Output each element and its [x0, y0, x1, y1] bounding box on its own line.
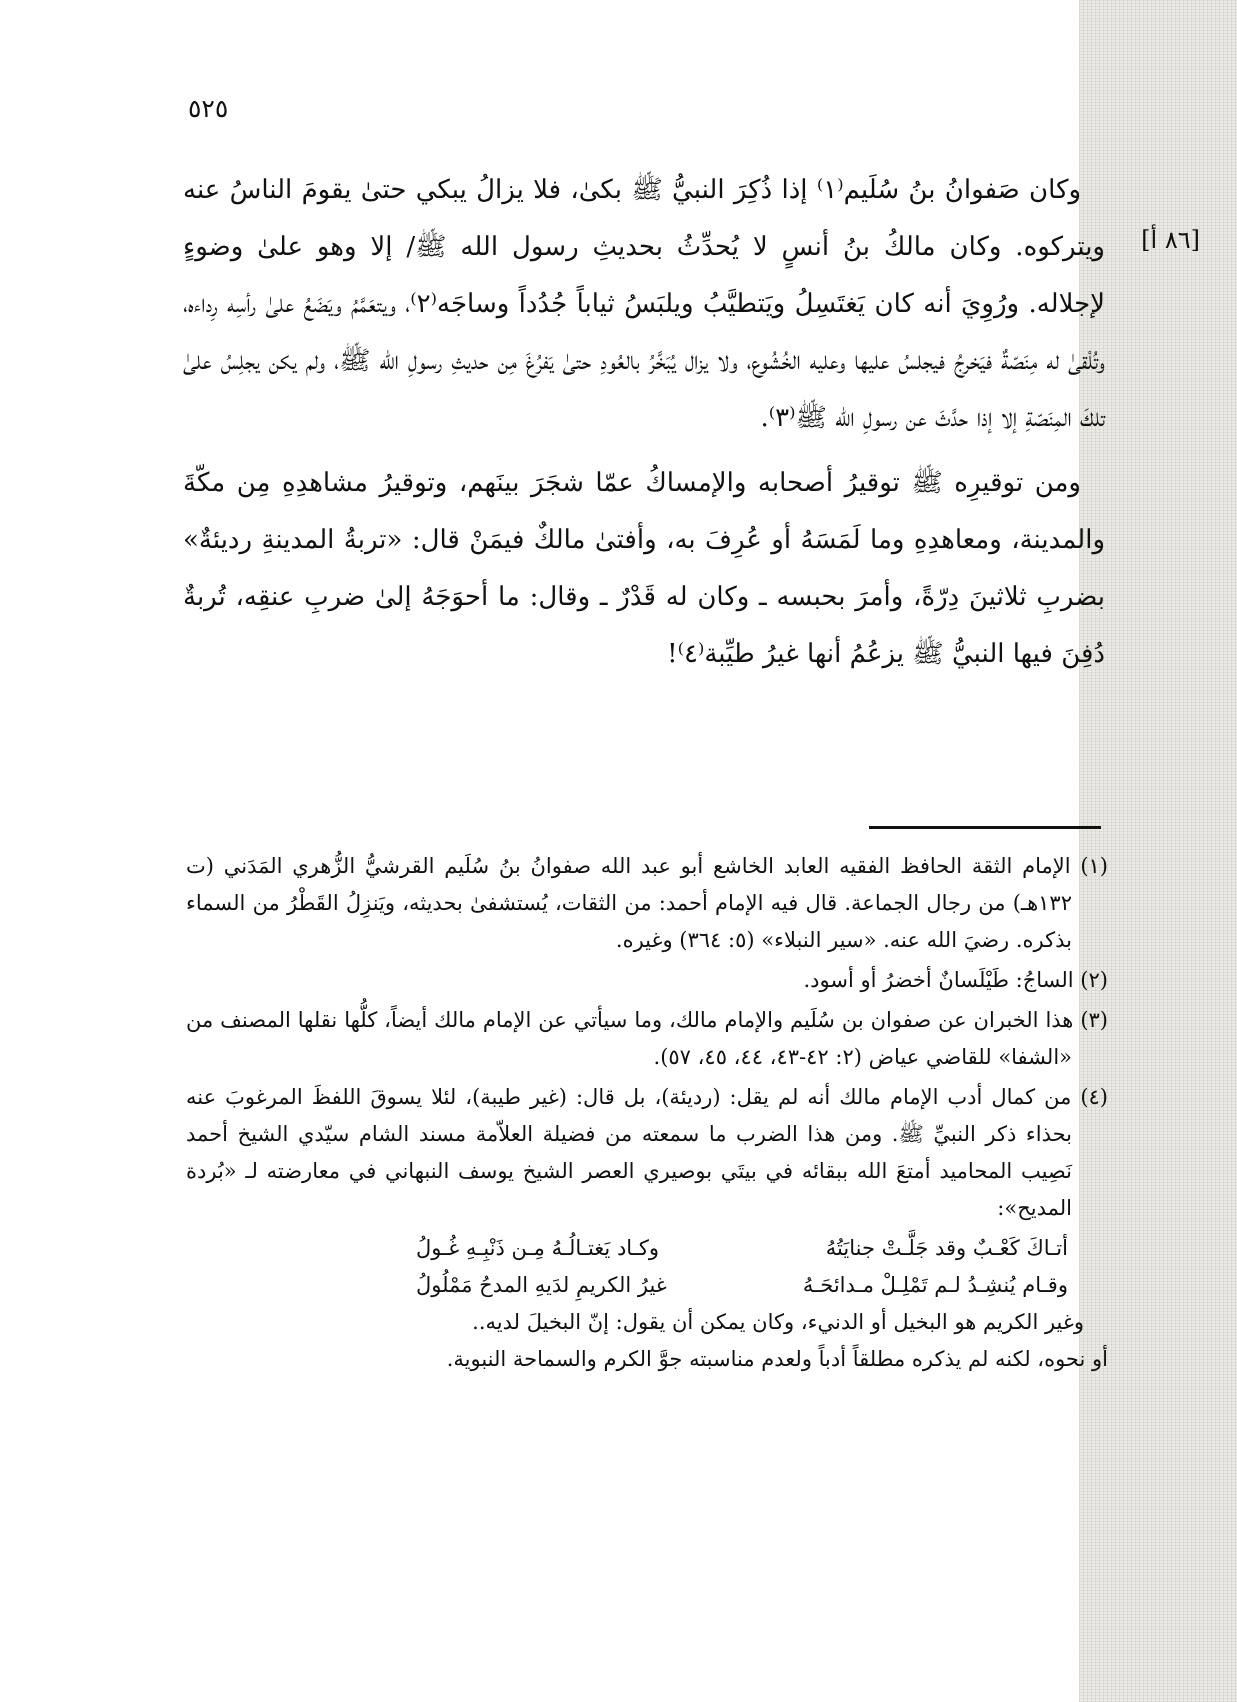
closing-line-1: وغير الكريم هو البخيل أو الدنيء، وكان يمكن أن يقول: إنّ البخيلَ لديه.. [472, 1310, 1084, 1334]
verse-line-2 [186, 1267, 1108, 1304]
footnotes [186, 848, 1108, 1378]
footnote-1: (١) الإمام الثقة الحافظ الفقيه العابد الخاشع أبو عبد الله صفوانُ بنُ سُلَيم القرشيُّ الزُّهري المَدَني (ت ١٣٢هـ) من رجال الجماعة. قال فيه الإمام أحمد: من الثقات، يُستشفىٰ بحديثه، ويَنزِلُ القَطْرُ من السماء بذكره. رضيَ الله عنه. «سير النبلاء» (٥: ٣٦٤) وغيره. [186, 854, 1108, 952]
main-text [183, 162, 1105, 683]
verse-2-first-hemistich: وقـام يُنشِـدُ لـم تَمْلِـلْ مـدائحَـهُ [802, 1273, 1068, 1297]
footnote-4: (٤) من كمال أدب الإمام مالك أنه لم يقل: (رديئة)، بل قال: (غير طيبة)، لئلا يسوقَ اللفظَ المرغوبَ عنه بحذاء ذكر النبيِّ ﷺ. ومن هذا الضرب ما سمعته من فضيلة العلاّمة مسند الشام سيّدي الشيخ أحمد نَصِيب المحاميد أمتعَ الله ببقائه في بيتَي بوصيري العصر الشيخ يوسف النبهاني في معارضته لـ «بُردة المديح»: [186, 1085, 1108, 1220]
main-paragraph-2: ومن توقيرِه ﷺ توقيرُ أصحابه والإمساكُ عمّا شجَرَ بينَهم، وتوقيرُ مشاهدِهِ مِن مكّةَ والمدينة، ومعاهدِهِ وما لَمَسَهُ أو عُرِفَ به، وأفتىٰ مالكٌ فيمَنْ قال: «تربةُ المدينةِ رديئةٌ» بضربِ ثلاثينَ دِرّةً، وأمرَ بحبسه ـ وكان له قَدْرٌ ـ وقال: ما أحوَجَهُ إلىٰ ضربِ عنقِه، تُربةٌ دُفِنَ فيها النبيُّ ﷺ يزعُمُ أنها غيرُ طيِّبة⁽٤⁾! [183, 468, 1105, 669]
verse-1-second-hemistich: وكـاد يَغتـالُـهُ مِـن ذَنْبِـهِ غُـولُ [416, 1236, 659, 1260]
closing-line-2: أو نحوه، لكنه لم يذكره مطلقاً أدباً ولعدم مناسبته جوَّ الكرم والسماحة النبوية. [446, 1347, 1108, 1371]
verse-line-1 [186, 1230, 1108, 1267]
main-paragraph-1: وكان صَفوانُ بنُ سُلَيم⁽١⁾ إذا ذُكِرَ النبيُّ ﷺ بكىٰ، فلا يزالُ يبكي حتىٰ يقومَ الناسُ عنه ويتركوه. وكان مالكُ بنُ أنسٍ لا يُحدِّثُ بحديثِ رسول الله ﷺ/ إلا وهو علىٰ وضوءٍ لإجلاله. ورُوِيَ أنه كان يَغتَسِلُ ويَتطيَّبُ ويلبَسُ ثياباً جُدُداً وساجَه⁽٢⁾، ويتعَمَّمُ ويَضَعُ علىٰ رأسِه رِداءه، وتُلْقىٰ له مِنَصّةٌ فيَخرجُ فيجلسُ عليها وعليه الخُشُوع، ولا يزال يُبَخَّرُ بالعُودِ حتىٰ يَفرُغَ مِن حديثِ رسولِ الله ﷺ، ولم يكن يجلِسُ علىٰ تلكَ المِنَصّةِ إلا إذا حدَّثَ عن رسولِ الله ﷺ⁽٣⁾. [183, 175, 1105, 433]
footnote-separator [869, 826, 1101, 829]
manuscript-folio-reference: [٨٦ أ] [1141, 226, 1200, 254]
footnote-3: (٣) هذا الخبران عن صفوان بن سُلَيم والإمام مالك، وما سيأتي عن الإمام مالك أيضاً، كلُّها نقلها المصنف من «الشفا» للقاضي عياض (٢: ٤٢-٤٣، ٤٤، ٤٥، ٥٧). [186, 1008, 1108, 1069]
footnote-2: (٢) الساجُ: طَيْلَسانٌ أخضرُ أو أسود. [803, 968, 1108, 992]
verse-1-first-hemistich: أتـاكَ كَعْـبٌ وقد جَلَّـتْ جنايَتُهُ [825, 1236, 1068, 1260]
page-number: ٥٢٥ [188, 94, 229, 123]
verse-2-second-hemistich: غيرُ الكريمِ لدَيهِ المدحُ مَمْلُولُ [416, 1273, 667, 1297]
